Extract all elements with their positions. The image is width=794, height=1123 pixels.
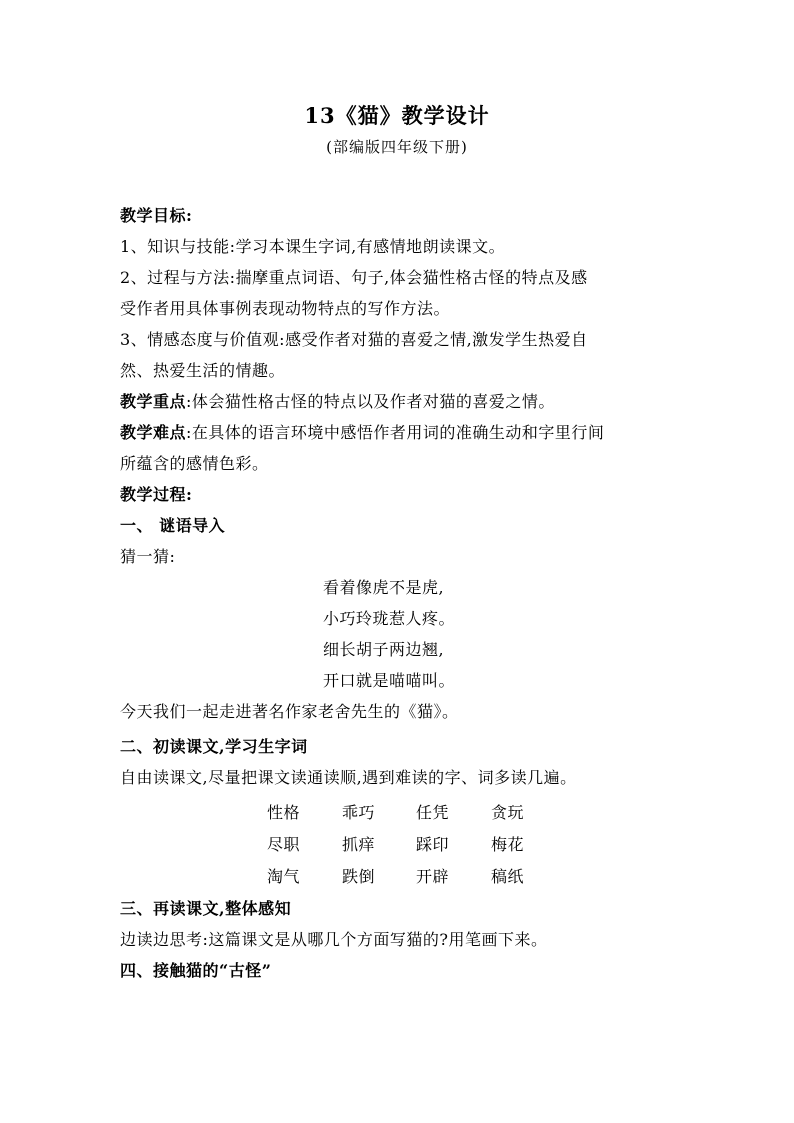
difficulty	[120, 417, 680, 448]
section-2-title: 二、初读课文,学习生字词	[120, 737, 308, 756]
riddle-line: 开口就是喵喵叫。	[323, 671, 456, 690]
vocabulary-row	[120, 861, 680, 893]
key-point	[120, 386, 680, 417]
difficulty-text-line-1: :在具体的语言环境中感悟作者用词的准确生动和字里行间	[186, 423, 605, 442]
vocabulary-word: 稿纸	[491, 867, 525, 886]
vocabulary-word: 性格	[267, 803, 301, 822]
goal-item-2-line-2: 受作者用具体事例表现动物特点的写作方法。	[120, 299, 451, 318]
riddle-block	[120, 572, 680, 696]
section-4-title: 四、接触猫的“古怪”	[120, 961, 272, 980]
vocabulary-word: 贪玩	[491, 803, 525, 822]
riddle-line: 小巧玲珑惹人疼。	[323, 609, 456, 628]
page-title: 13《猫》教学设计	[304, 103, 490, 128]
key-point-text: :体会猫性格古怪的特点以及作者对猫的喜爱之情。	[186, 392, 555, 411]
vocabulary-word: 跌倒	[342, 867, 376, 886]
section-3-title: 三、再读课文,整体感知	[120, 899, 292, 918]
goal-item-3-line-1: 3、情感态度与价值观:感受作者对猫的喜爱之情,激发学生热爱自	[120, 330, 588, 349]
page-subtitle: (部编版四年级下册)	[326, 138, 468, 156]
riddle-line: 看着像虎不是虎,	[323, 578, 445, 597]
section-2-text: 自由读课文,尽量把课文读通读顺,遇到难读的字、词多读几遍。	[120, 768, 577, 787]
vocabulary-row	[120, 797, 680, 829]
guess-label: 猜一猜:	[120, 547, 176, 566]
vocabulary-word: 尽职	[267, 835, 301, 854]
vocabulary-row	[120, 829, 680, 861]
vocabulary-word: 梅花	[491, 835, 525, 854]
process-heading: 教学过程:	[120, 485, 193, 504]
difficulty-text-line-2: 所蕴含的感情色彩。	[120, 454, 269, 473]
vocabulary-word: 任凭	[416, 803, 450, 822]
goal-item-2-line-1: 2、过程与方法:揣摩重点词语、句子,体会猫性格古怪的特点及感	[120, 268, 588, 287]
section-1-title: 一、 谜语导入	[120, 516, 226, 535]
vocabulary-word: 抓痒	[342, 835, 376, 854]
vocabulary-word: 开辟	[416, 867, 450, 886]
difficulty-label: 教学难点	[120, 423, 187, 442]
vocabulary-table	[120, 797, 680, 893]
vocabulary-word: 乖巧	[342, 803, 376, 822]
vocabulary-word: 淘气	[267, 867, 301, 886]
document-body	[120, 200, 680, 986]
goal-item-3-line-2: 然、热爱生活的情趣。	[120, 361, 286, 380]
key-point-label: 教学重点	[120, 392, 187, 411]
section-3-text: 边读边思考:这篇课文是从哪几个方面写猫的?用笔画下来。	[120, 930, 548, 949]
goals-heading: 教学目标:	[120, 206, 193, 225]
vocabulary-word: 踩印	[416, 835, 450, 854]
riddle-line: 细长胡子两边翘,	[323, 640, 445, 659]
intro-text: 今天我们一起走进著名作家老舍先生的《猫》。	[120, 702, 459, 721]
goal-item-1: 1、知识与技能:学习本课生字词,有感情地朗读课文。	[120, 237, 506, 256]
